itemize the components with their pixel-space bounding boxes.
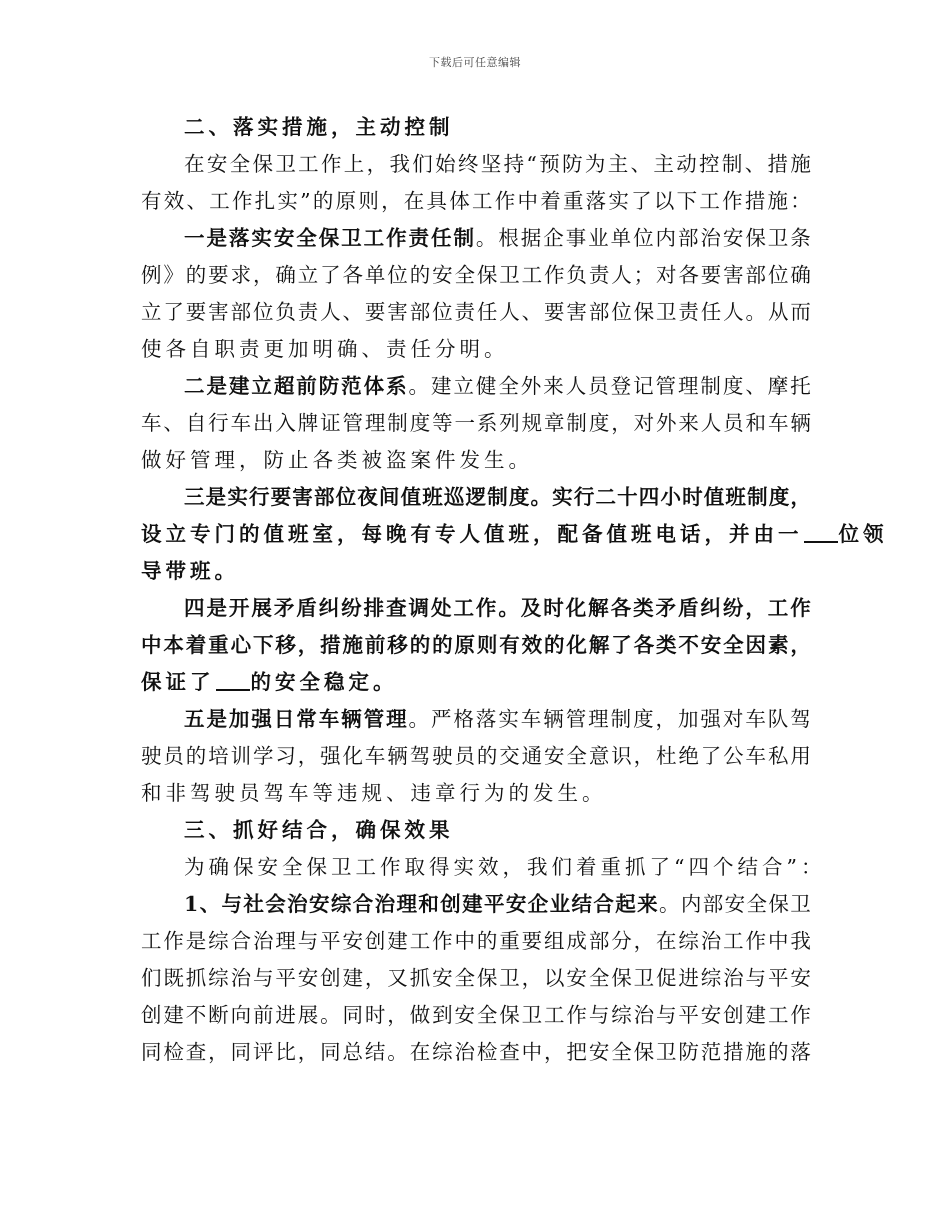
text-line-m2-l2: 车 、 自 行 车 出 入 牌 证 管 理 制 度 等 一 系 列 规 章 制 度 ， 对 外 来 人 员 和 车 辆	[141, 411, 811, 435]
text-line-m4-l1: 四 是 开 展 矛 盾 纠 纷 排 查 调 处 工 作 。 及 时 化 解 各 类 矛 盾 纠 纷 ， 工 作	[184, 596, 811, 620]
text-line-p1-l2: 有 效 、 工 作 扎 实 ” 的 原 则 ， 在 具 体 工 作 中 着 重 落 实 了 以 下 工 作 措 施 ：	[141, 189, 811, 213]
text-line-m1-l3: 立 了 要 害 部 位 负 责 人 、 要 害 部 位 责 任 人 、 要 害 部 位 保 卫 责 任 人 。 从 而	[141, 300, 811, 324]
text-line-c1-l1: 1 、 与 社 会 治 安 综 合 治 理 和 创 建 平 安 企 业 结 合 起 来 。 内 部 安 全 保 卫	[184, 892, 811, 916]
text-line-m4-l3: 保证了 的安全稳定。	[141, 664, 811, 701]
text-line-s3-heading: 三、抓好结合，确保效果	[184, 818, 454, 842]
text-line-m2-l3: 做好管理，防止各类被盗案件发生。	[141, 448, 533, 472]
page-header: 下载后可任意编辑	[429, 56, 521, 69]
text-line-p1-l1: 在 安 全 保 卫 工 作 上 ， 我 们 始 终 坚 持 “ 预 防 为 主 、 主 动 控 制 、 措 施	[184, 152, 811, 176]
text-line-p3-l1: 为确保安全保卫工作取得实效，我们着重抓了“四个结合”：	[184, 855, 826, 879]
text-line-m1-l1: 一 是 落 实 安 全 保 卫 工 作 责 任 制 。 根 据 企 事 业 单 位 内 部 治 安 保 卫 条	[184, 226, 811, 250]
text-line-m5-l3: 和非驾驶员驾车等违规、违章行为的发生。	[141, 781, 607, 805]
text-line-m1-l4: 使各自职责更加明确、责任分明。	[141, 337, 509, 361]
text-line-m3-l2: 设立专门的值班室，每晚有专人值班，配备值班电话，并由一 位领	[141, 516, 811, 553]
text-line-m1-l2: 例 》 的 要 求 ， 确 立 了 各 单 位 的 安 全 保 卫 工 作 负 责 人 ； 对 各 要 害 部 位 确	[141, 263, 811, 287]
text-line-c1-l2: 工 作 是 综 合 治 理 与 平 安 创 建 工 作 中 的 重 要 组 成 部 分 ， 在 综 治 工 作 中 我	[141, 929, 811, 953]
text-line-m4-l2: 中 本 着 重 心 下 移 ， 措 施 前 移 的 的 原 则 有 效 的 化 解 了 各 类 不 安 全 因 素 ，	[141, 633, 811, 657]
document-body	[141, 109, 888, 1071]
text-line-c1-l5: 同 检 查 ， 同 评 比 ， 同 总 结 。 在 综 治 检 查 中 ， 把 安 全 保 卫 防 范 措 施 的 落	[141, 1040, 811, 1064]
text-line-m3-l1: 三 是 实 行 要 害 部 位 夜 间 值 班 巡 逻 制 度 。 实 行 二 十 四 小 时 值 班 制 度 ，	[184, 485, 811, 509]
text-line-s2-heading: 二、落实措施，主动控制	[184, 115, 454, 139]
text-line-c1-l3: 们 既 抓 综 治 与 平 安 创 建 ， 又 抓 安 全 保 卫 ， 以 安 全 保 卫 促 进 综 治 与 平 安	[141, 966, 811, 990]
text-line-m2-l1: 二 是 建 立 超 前 防 范 体 系 。 建 立 健 全 外 来 人 员 登 记 管 理 制 度 、 摩 托	[184, 374, 811, 398]
text-line-c1-l4: 创 建 不 断 向 前 进 展 。 同 时 ， 做 到 安 全 保 卫 工 作 与 综 治 与 平 安 创 建 工 作	[141, 1003, 811, 1027]
text-line-m3-l3: 导带班。	[141, 559, 239, 583]
text-line-m5-l2: 驶 员 的 培 训 学 习 ， 强 化 车 辆 驾 驶 员 的 交 通 安 全 意 识 ， 杜 绝 了 公 车 私 用	[141, 744, 811, 768]
text-line-m5-l1: 五 是 加 强 日 常 车 辆 管 理 。 严 格 落 实 车 辆 管 理 制 度 ， 加 强 对 车 队 驾	[184, 707, 811, 731]
